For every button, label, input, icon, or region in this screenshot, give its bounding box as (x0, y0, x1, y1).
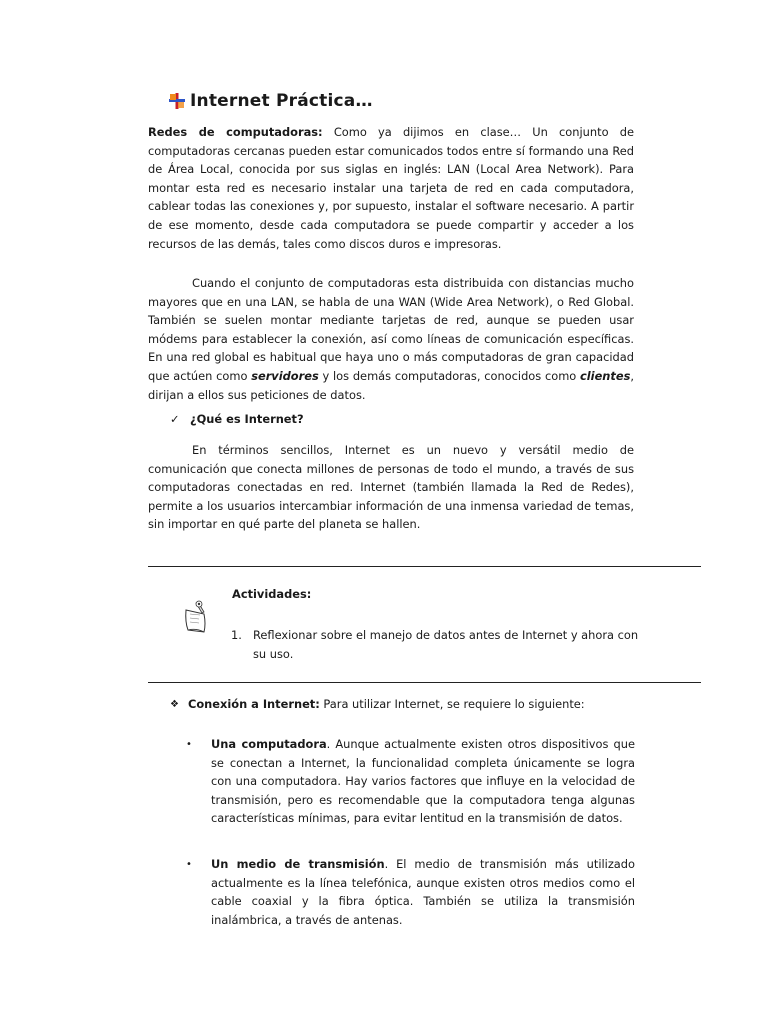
bullet-icon: • (186, 859, 192, 870)
clientes-term: clientes (580, 368, 631, 383)
pushpin-icon (168, 92, 186, 110)
checkmark-icon: ✓ (170, 412, 180, 426)
page-title: Internet Práctica… (190, 91, 373, 111)
activities-title: Actividades: (232, 587, 312, 601)
wan-text-b: y los demás computadoras, conocidos como (318, 368, 581, 383)
wan-text-a: Cuando el conjunto de computadoras esta distribuida con distancias mucho mayores que en una LAN, se habla de una WAN (Wide Area Network), o Red Global. También se suelen montar mediante tarjetas de red, aunque se pueden usar módems para establecer la conexión, así como líneas de comunicación específicas. En una red global es habitual que haya uno o más computadoras de gran capacidad que actúen como (148, 276, 634, 383)
servidores-term: servidores (251, 368, 319, 383)
list-item-lead: Una computadora (211, 737, 327, 751)
note-pencil-icon (182, 598, 214, 634)
bottom-divider (148, 682, 701, 683)
intro-text: Como ya dijimos en clase… Un conjunto de computadoras cercanas pueden estar comunicados todos entre sí formando una Red de Área Local, conocida por sus siglas en inglés: LAN (Local Area Network). Para montar esta red es necesario instalar una tarjeta de red en cada computadora, cablear todas las conexiones y, por supuesto, instalar el software necesario. A partir de ese momento, desde cada computadora se puede compartir y acceder a los recursos de las demás, tales como discos duros e impresoras. (148, 125, 634, 251)
definition-paragraph: En términos sencillos, Internet es un nuevo y versátil medio de comunicación que conecta millones de personas de todo el mundo, a través de sus computadoras conectadas en red. Internet (también llamada la Red de Redes), permite a los usuarios intercambiar información de una inmensa variedad de temas, sin importar en qué parte del planeta se hallen. (148, 443, 634, 532)
diamond-bullet-icon: ❖ (170, 698, 179, 710)
question-label: ¿Qué es Internet? (190, 412, 304, 426)
list-item (186, 855, 636, 929)
activity-number: 1. (231, 628, 242, 642)
list-item (186, 735, 636, 828)
activity-item (231, 626, 641, 664)
intro-paragraph (148, 123, 634, 253)
bullet-icon: • (186, 739, 192, 750)
list-item-text (211, 855, 635, 929)
wan-text-c: , dirijan a ellos sus peticiones de datos. (148, 368, 634, 402)
list-item-text (211, 735, 635, 828)
connection-text: Para utilizar Internet, se requiere lo siguiente: (319, 697, 585, 711)
question-heading (170, 412, 304, 426)
top-divider (148, 566, 701, 567)
list-item-body: . El medio de transmisión más utilizado actualmente es la línea telefónica, aunque existen otros medios como el cable coaxial y la fibra óptica. También se utiliza la transmisión inalámbrica, a través de antenas. (211, 857, 635, 927)
title-row (168, 86, 373, 116)
intro-lead: Redes de computadoras: (148, 125, 323, 139)
activity-text: Reflexionar sobre el manejo de datos antes de Internet y ahora con su uso. (253, 628, 639, 661)
connection-lead: Conexión a Internet: (188, 697, 320, 711)
wan-paragraph (148, 274, 634, 404)
list-item-lead: Un medio de transmisión (211, 857, 385, 871)
list-item-body: . Aunque actualmente existen otros dispositivos que se conectan a Internet, la funcionalidad completa únicamente se logra con una computadora. Hay varios factores que influye en la velocidad de transmisión, pero es recomendable que la computadora tenga algunas características mínimas, para evitar lentitud en la transmisión de datos. (211, 737, 635, 826)
connection-heading (170, 697, 585, 711)
